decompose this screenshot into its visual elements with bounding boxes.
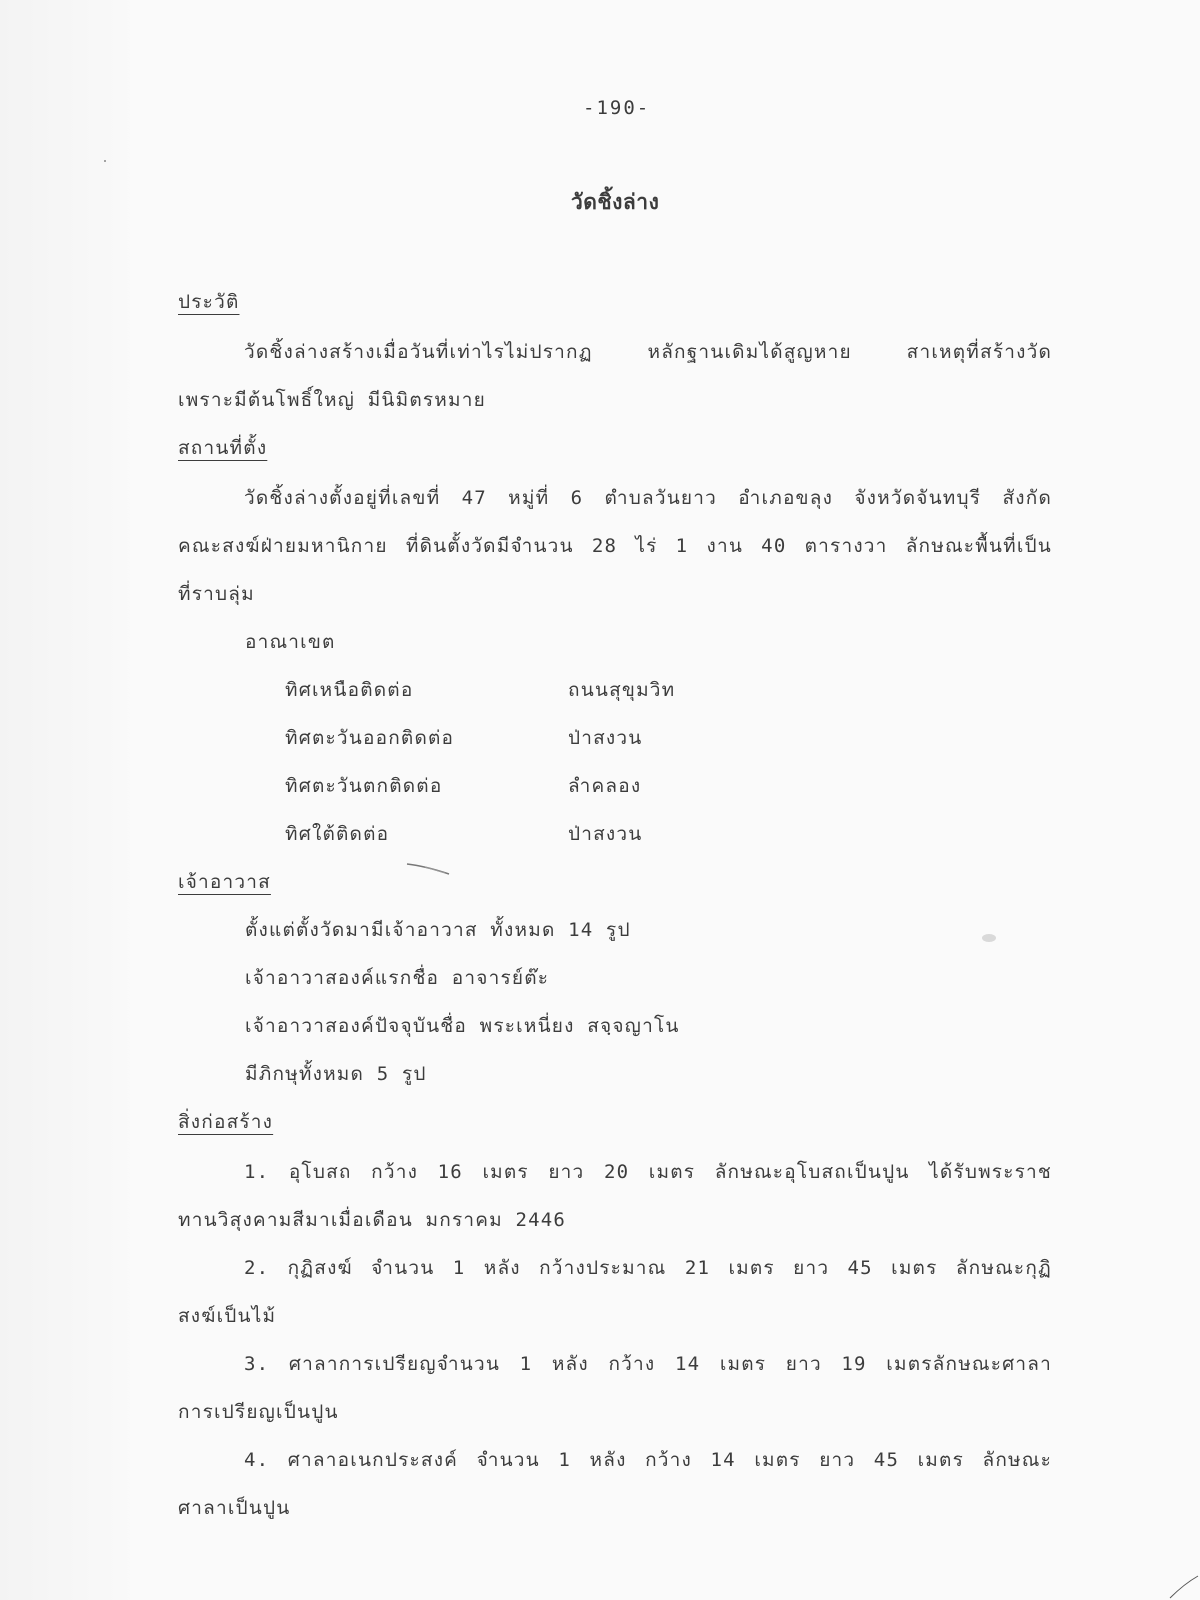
page-title: วัดชิ้งล่าง <box>571 190 660 214</box>
paragraph-line: วัดชิ้งล่างสร้างเมื่อวันที่เท่าไรไม่ปรากฏ หลักฐานเดิมได้สูญหาย สาเหตุที่สร้างวัด <box>244 341 1052 363</box>
building-item-line: ศาลาเป็นปูน <box>178 1497 291 1519</box>
boundary-direction: ทิศเหนือติดต่อ <box>285 679 414 701</box>
page-number: -190- <box>583 97 651 119</box>
boundary-direction: ทิศใต้ติดต่อ <box>285 823 390 845</box>
boundary-direction: ทิศตะวันตกติดต่อ <box>285 775 443 797</box>
section-heading-abbot: เจ้าอาวาส <box>178 871 271 893</box>
building-item-line: สงฆ์เป็นไม้ <box>178 1305 277 1327</box>
abbot-line: ตั้งแต่ตั้งวัดมามีเจ้าอาวาส ทั้งหมด 14 รูป <box>245 919 631 941</box>
boundary-value: ลำคลอง <box>568 775 642 797</box>
boundary-direction: ทิศตะวันออกติดต่อ <box>285 727 455 749</box>
section-heading-location: สถานที่ตั้ง <box>178 437 268 459</box>
section-heading-buildings: สิ่งก่อสร้าง <box>178 1111 274 1133</box>
boundary-value: ถนนสุขุมวิท <box>568 679 676 701</box>
building-item-line: 3. ศาลาการเปรียญจำนวน 1 หลัง กว้าง 14 เมตร ยาว 19 เมตรลักษณะศาลา <box>244 1353 1052 1375</box>
abbot-line: เจ้าอาวาสองค์ปัจจุบันชื่อ พระเหนี่ยง สจฺจญาโน <box>245 1015 680 1037</box>
building-item-line: ทานวิสุงคามสีมาเมื่อเดือน มกราคม 2446 <box>178 1209 567 1231</box>
paragraph-line: เพราะมีต้นโพธิ์ใหญ่ มีนิมิตรหมาย <box>178 389 486 411</box>
abbot-line: เจ้าอาวาสองค์แรกชื่อ อาจารย์ต๊ะ <box>245 967 550 989</box>
boundary-value: ป่าสงวน <box>568 823 643 845</box>
building-item-line: การเปรียญเป็นปูน <box>178 1401 339 1423</box>
section-heading-history: ประวัติ <box>178 291 240 313</box>
paragraph-line: ที่ราบลุ่ม <box>178 583 255 605</box>
paragraph-line: วัดชิ้งล่างตั้งอยู่ที่เลขที่ 47 หมู่ที่ 6 ตำบลวันยาว อำเภอขลุง จังหวัดจันทบุรี สังกัด <box>244 487 1052 509</box>
scan-speck <box>982 934 996 942</box>
building-item-line: 1. อุโบสถ กว้าง 16 เมตร ยาว 20 เมตร ลักษณะอุโบสถเป็นปูน ได้รับพระราช <box>244 1161 1052 1183</box>
corner-mark <box>1168 1570 1200 1600</box>
boundary-value: ป่าสงวน <box>568 727 643 749</box>
scan-edge-shading <box>0 0 140 1600</box>
scan-speck <box>104 160 106 162</box>
boundary-label: อาณาเขต <box>245 631 336 653</box>
building-item-line: 2. กุฏิสงฆ์ จำนวน 1 หลัง กว้างประมาณ 21 เมตร ยาว 45 เมตร ลักษณะกุฏิ <box>244 1257 1052 1279</box>
pen-mark <box>405 860 455 880</box>
paragraph-line: คณะสงฆ์ฝ่ายมหานิกาย ที่ดินตั้งวัดมีจำนวน 28 ไร่ 1 งาน 40 ตารางวา ลักษณะพื้นที่เป็น <box>178 535 1052 557</box>
abbot-line: มีภิกษุทั้งหมด 5 รูป <box>245 1063 427 1085</box>
building-item-line: 4. ศาลาอเนกประสงค์ จำนวน 1 หลัง กว้าง 14 เมตร ยาว 45 เมตร ลักษณะ <box>244 1449 1052 1471</box>
